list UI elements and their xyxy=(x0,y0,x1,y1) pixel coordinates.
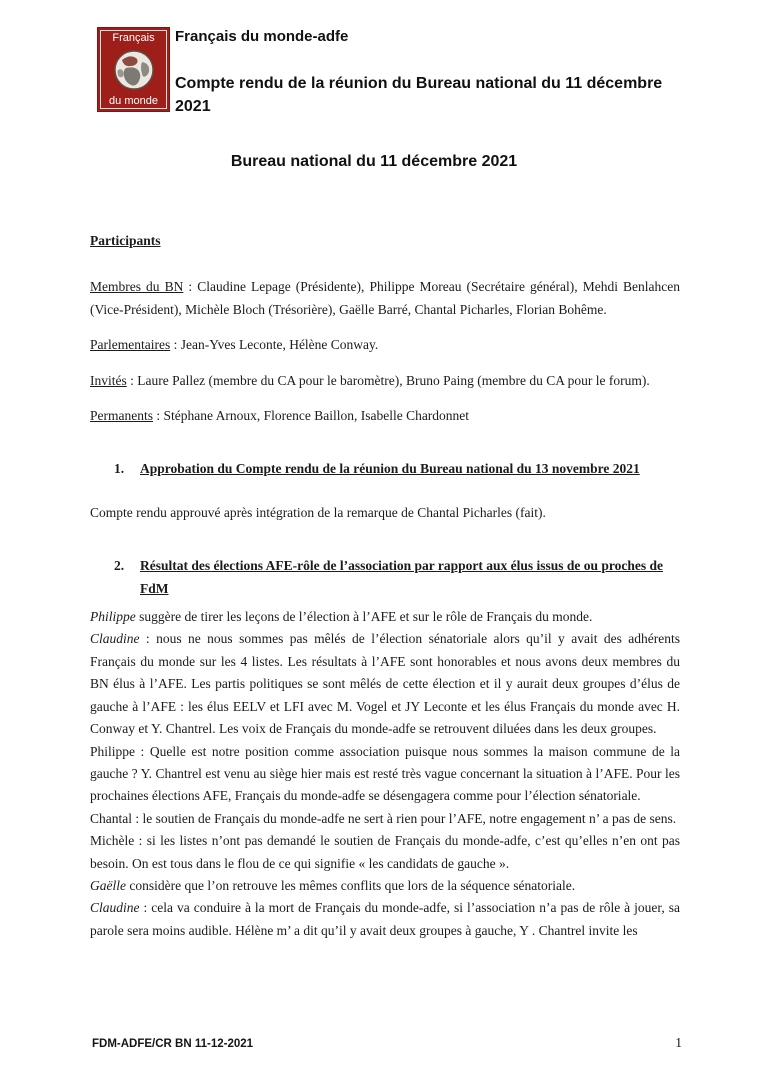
footer-page-number: 1 xyxy=(675,1035,682,1050)
discussion-paragraph xyxy=(90,897,680,942)
discussion-section xyxy=(90,606,680,942)
discussion-paragraph xyxy=(90,875,680,897)
speaker-statement: suggère de tirer les leçons de l’élection à l’AFE et sur le rôle de Français du monde. xyxy=(135,609,593,625)
page-footer xyxy=(92,1035,682,1051)
participants-members xyxy=(90,276,680,321)
speaker-statement: considère que l’on retrouve les mêmes conflits que lors de la séquence sénatoriale. xyxy=(126,877,576,893)
discussion-paragraph xyxy=(90,741,680,808)
participants-heading: Participants xyxy=(90,233,161,248)
discussion-paragraph xyxy=(90,830,680,875)
agenda-item-2-number: 2. xyxy=(114,558,125,574)
speaker-name: Claudine xyxy=(90,631,140,647)
participants-invites xyxy=(90,370,680,392)
logo-text-bottom: du monde xyxy=(109,95,158,107)
participants-parlementaires xyxy=(90,334,680,356)
org-name: Français du monde-adfe xyxy=(175,28,349,45)
speaker-name: Michèle xyxy=(90,833,135,849)
speaker-statement: : Quelle est notre position comme association puisque nous sommes la maison commune de la gauche ? Y. Chantrel est venu au siège hier mais est resté très vague concernant la situation à l’AFE. Pour les prochaines élections AFE, Français du monde-adfe se désengagera comme pour l’élection sénatoriale. xyxy=(90,743,680,804)
participants-parlementaires-text: : Jean-Yves Leconte, Hélène Conway. xyxy=(170,337,379,353)
participants-invites-label: Invités xyxy=(90,372,127,388)
discussion-paragraph xyxy=(90,628,680,740)
participants-permanents-label: Permanents xyxy=(90,408,153,424)
participants-parlementaires-label: Parlementaires xyxy=(90,337,171,353)
participants-permanents xyxy=(90,405,680,427)
speaker-name: Philippe xyxy=(90,609,136,625)
agenda-item-1-body: Compte rendu approuvé après intégration de la remarque de Chantal Picharles (fait). xyxy=(90,504,546,520)
discussion-paragraph xyxy=(90,606,680,628)
discussion-paragraph xyxy=(90,808,680,830)
francais-du-monde-logo xyxy=(97,27,170,112)
logo-text-top: Français xyxy=(112,32,155,44)
agenda-item-2-title: Résultat des élections AFE-rôle de l’association par rapport aux élus issus de ou proches de FdM xyxy=(140,558,664,596)
speaker-statement: : le soutien de Français du monde-adfe ne sert à rien pour l’AFE, notre engagement n’ a pas de sens. xyxy=(132,810,677,826)
agenda-item-1-title: Approbation du Compte rendu de la réunion du Bureau national du 13 novembre 2021 xyxy=(140,461,640,477)
globe-icon xyxy=(112,48,156,92)
speaker-name: Claudine xyxy=(90,900,140,916)
document-body xyxy=(90,230,680,942)
speaker-name: Gaëlle xyxy=(90,877,126,893)
footer-reference: FDM-ADFE/CR BN 11-12-2021 xyxy=(92,1038,254,1050)
participants-permanents-text: : Stéphane Arnoux, Florence Baillon, Isabelle Chardonnet xyxy=(153,408,470,424)
document-header xyxy=(175,28,680,118)
agenda-item-1 xyxy=(90,458,680,480)
speaker-statement: : nous ne nous sommes pas mêlés de l’élection sénatoriale alors qu’il y avait des adhérents Français du monde sur les 4 listes. Les résultats à l’AFE sont honorables et nous avons deux membres du BN élus à l’AFE. Les partis politiques se sont mêlés de cette élection et il y aurait deux groupes d’élus de gauche à l’AFE : les élus EELV et LFI avec M. Vogel et JY Leconte et les élus Français du monde avec H. Conway et Y. Chantrel. Les voix de Français du monde-adfe se retrouvent diluées dans les deux groupes. xyxy=(90,631,680,737)
agenda-item-1-number: 1. xyxy=(114,461,125,477)
speaker-name: Chantal xyxy=(90,810,132,826)
agenda-item-2 xyxy=(90,555,680,600)
document-title: Compte rendu de la réunion du Bureau national du 11 décembre 2021 xyxy=(175,75,663,115)
participants-members-label: Membres du BN xyxy=(90,279,184,295)
speaker-statement: : si les listes n’ont pas demandé le soutien de Français du monde-adfe, c’est qu’elles n’en ont pas besoin. On est tous dans le flou de ce qui signifie « les candidats de gauche ». xyxy=(90,833,680,871)
page-title: Bureau national du 11 décembre 2021 xyxy=(230,153,518,170)
participants-invites-text: : Laure Pallez (membre du CA pour le baromètre), Bruno Paing (membre du CA pour le forum). xyxy=(126,372,650,388)
participants-members-text: : Claudine Lepage (Présidente), Philippe Moreau (Secrétaire général), Mehdi Benlahcen (Vice-Président), Michèle Bloch (Trésorière), Gaëlle Barré, Chantal Picharles, Florian Bohême. xyxy=(90,279,680,317)
speaker-name: Philippe xyxy=(90,743,136,759)
speaker-statement: : cela va conduire à la mort de Français du monde-adfe, si l’association n’a pas de rôle à jouer, sa parole sera moins audible. Hélène m’ a dit qu’il y avait deux groupes à gauche, Y . Chantrel invite les xyxy=(90,900,680,938)
